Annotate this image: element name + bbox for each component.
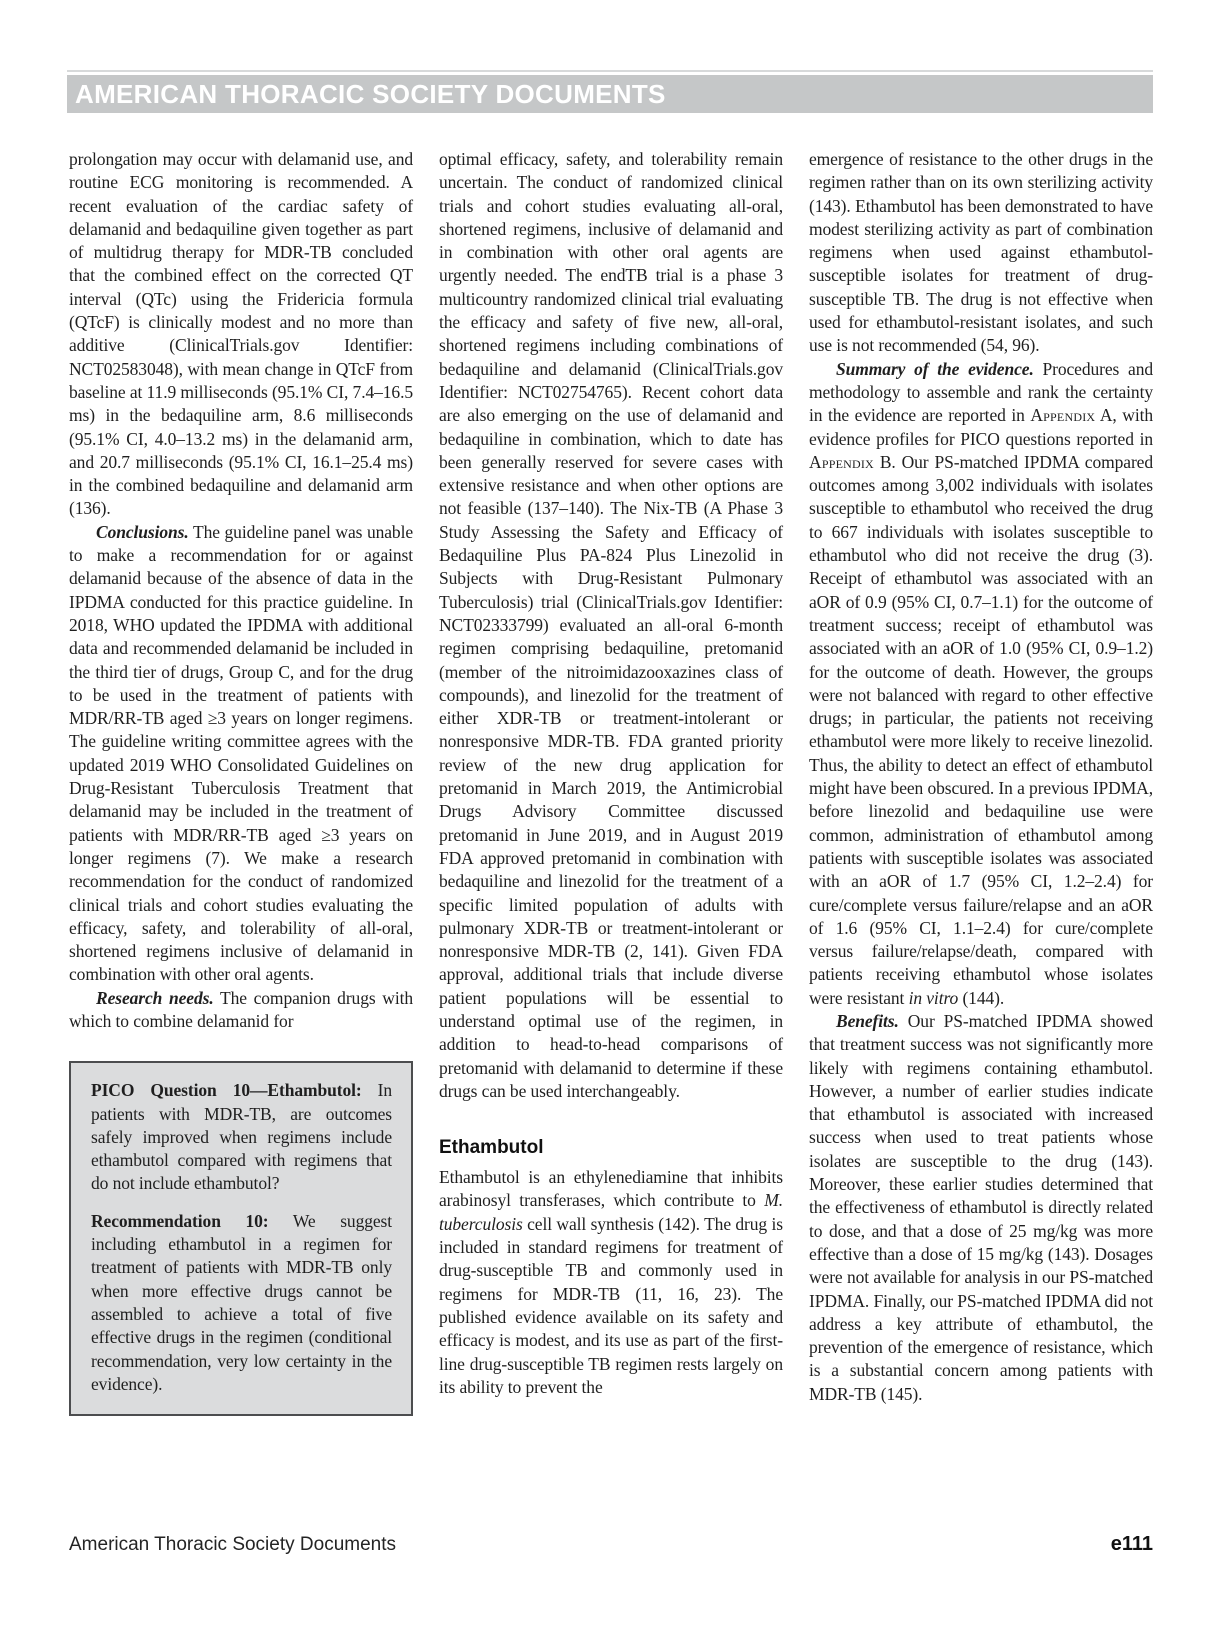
column-2: [439, 148, 783, 1416]
paragraph-delamanid-trials: optimal efficacy, safety, and tolerability remain uncertain. The conduct of randomized clinical trials and cohort studies evaluating all-oral, shortened regimens, inclusive of delamanid and in combination with other oral agents are urgently needed. The endTB trial is a phase 3 multicountry randomized clinical trial evaluating the efficacy and safety of five new, all-oral, shortened regimens including combinations of bedaquiline and delamanid (ClinicalTrials.gov Identifier: NCT02754765). Recent cohort data are also emerging on the use of delamanid and bedaquiline in combination, which to date has been generally reserved for severe cases with extensive resistance and when other options are not feasible (137–140). The Nix-TB (A Phase 3 Study Assessing the Safety and Efficacy of Bedaquiline Plus PA-824 Plus Linezolid in Subjects with Drug-Resistant Pulmonary Tuberculosis) trial (ClinicalTrials.gov Identifier: NCT02333799) evaluated an all-oral 6-month regimen comprising bedaquiline, pretomanid (member of the nitroimidazooxazines class of compounds), and linezolid for the treatment of either XDR-TB or treatment-intolerant or nonresponsive MDR-TB. FDA granted priority review of the new drug application for pretomanid in March 2019, the Antimicrobial Drugs Advisory Committee discussed pretomanid in June 2019, and in August 2019 FDA approved pretomanid in combination with bedaquiline and linezolid for the treatment of a specific limited population of adults with pulmonary XDR-TB or treatment-intolerant or nonresponsive MDR-TB (2, 141). Given FDA approval, additional trials that include diverse patient populations will be essential to understand optimal use of the regimen, in addition to head-to-head comparisons of pretomanid with delamanid to determine if these drugs can be used interchangeably.: [439, 149, 783, 1101]
footer-journal-name: American Thoracic Society Documents: [69, 1534, 396, 1555]
paragraph-research-needs: Research needs. The companion drugs with which to combine delamanid for: [69, 987, 413, 1031]
section-heading-ethambutol: Ethambutol: [439, 1137, 544, 1159]
paragraph-ethambutol-resistance: emergence of resistance to the other drugs in the regimen rather than on its own sterilizing activity (143). Ethambutol has been demonstrated to have modest sterilizing activity as part of combination regimens when used against ethambutol-susceptible isolates for treatment of drug-susceptible TB. The drug is not effective when used for ethambutol-resistant isolates, and such use is not recommended (54, 96).: [809, 149, 1153, 356]
article-body: [69, 148, 1153, 1416]
header-top-rule: [67, 70, 1153, 72]
paragraph-ethambutol-intro: Ethambutol is an ethylenediamine that inhibits arabinosyl transferases, which contribute to M. tuberculosis cell wall synthesis (142). The drug is included in standard regimens for treatment of drug-susceptible TB and commonly used in regimens for MDR-TB (11, 16, 23). The published evidence available on its safety and efficacy is modest, and its use as part of the first-line drug-susceptible TB regimen rests largely on its ability to prevent the: [439, 1167, 783, 1397]
recommendation-10: Recommendation 10: We suggest including ethambutol in a regimen for treatment of patients with MDR-TB only when more effective drugs cannot be assembled to achieve a total of five effective drugs in the regimen (conditional recommendation, very low certainty in the evidence).: [91, 1210, 393, 1394]
pico-question-box: [69, 1061, 413, 1416]
column-3: [809, 148, 1153, 1416]
page-footer: [69, 1533, 1153, 1556]
paragraph-conclusions: Conclusions. The guideline panel was unable to make a recommendation for or against delamanid because of the absence of data in the IPDMA conducted for this practice guideline. In 2018, WHO updated the IPDMA with additional data and recommended delamanid be included in the third tier of drugs, Group C, and for the drug to be used in the treatment of patients with MDR/RR-TB aged ≥3 years on longer regimens. The guideline writing committee agrees with the updated 2019 WHO Consolidated Guidelines on Drug-Resistant Tuberculosis Treatment that delamanid may be included in the treatment of patients with MDR/RR-TB aged ≥3 years on longer regimens (7). We make a research recommendation for the conduct of randomized clinical trials and cohort studies evaluating the efficacy, safety, and tolerability of all-oral, shortened regimens inclusive of delamanid in combination with other oral agents.: [69, 521, 413, 985]
paragraph-delamanid-cardiac-safety: prolongation may occur with delamanid use, and routine ECG monitoring is recommended. A recent evaluation of the cardiac safety of delamanid and bedaquiline given together as part of multidrug therapy for MDR-TB concluded that the combined effect on the corrected QT interval (QTc) using the Fridericia formula (QTcF) is clinically modest and no more than additive (ClinicalTrials.gov Identifier: NCT02583048), with mean change in QTcF from baseline at 11.9 milliseconds (95.1% CI, 7.4–16.5 ms) in the bedaquiline arm, 8.6 milliseconds (95.1% CI, 4.0–13.2 ms) in the delamanid arm, and 20.7 milliseconds (95.1% CI, 16.1–25.4 ms) in the combined bedaquiline and delamanid arm (136).: [69, 149, 413, 519]
header-banner: [67, 75, 1153, 113]
pico-question-10: PICO Question 10—Ethambutol: In patients with MDR-TB, are outcomes safely improved when regimens include ethambutol compared with regimens that do not include ethambutol?: [91, 1080, 392, 1194]
footer-page-number: e111: [1110, 1533, 1153, 1555]
paragraph-benefits: Benefits. Our PS-matched IPDMA showed that treatment success was not significantly more likely with regimens containing ethambutol. However, a number of earlier studies indicate that ethambutol is associated with increased success when used to treat patients whose isolates are susceptible to the drug (143). Moreover, these earlier studies determined that the effectiveness of ethambutol is directly related to dose, and that a dose of 25 mg/kg was more effective than a dose of 15 mg/kg (143). Dosages were not available for analysis in our PS-matched IPDMA. Finally, our PS-matched IPDMA did not address a key attribute of ethambutol, the prevention of the emergence of resistance, which is a substantial concern among patients with MDR-TB (145).: [809, 1010, 1153, 1404]
column-1: [69, 148, 413, 1416]
paragraph-summary-of-evidence: Summary of the evidence. Procedures and methodology to assemble and rank the certainty in the evidence are reported in Appendix A, with evidence profiles for PICO questions reported in Appendix B. Our PS-matched IPDMA compared outcomes among 3,002 individuals with isolates susceptible to ethambutol who received the drug to 667 individuals with isolates susceptible to ethambutol who did not receive the drug (3). Receipt of ethambutol was associated with an aOR of 0.9 (95% CI, 0.7–1.1) for the outcome of treatment success; receipt of ethambutol was associated with an aOR of 1.0 (95% CI, 0.9–1.2) for the outcome of death. However, the groups were not balanced with regard to other effective drugs; in particular, the patients not receiving ethambutol were more likely to receive linezolid. Thus, the ability to detect an effect of ethambutol might have been obscured. In a previous IPDMA, before linezolid and bedaquiline use were common, administration of ethambutol among patients with susceptible isolates was associated with an aOR of 1.7 (95% CI, 1.2–2.4) for cure/complete versus failure/relapse and an aOR of 1.6 (95% CI, 1.1–2.4) for cure/complete versus failure/relapse/death, compared with patients receiving ethambutol whose isolates were resistant in vitro (144).: [809, 358, 1153, 1008]
header-banner-title: AMERICAN THORACIC SOCIETY DOCUMENTS: [75, 78, 666, 109]
